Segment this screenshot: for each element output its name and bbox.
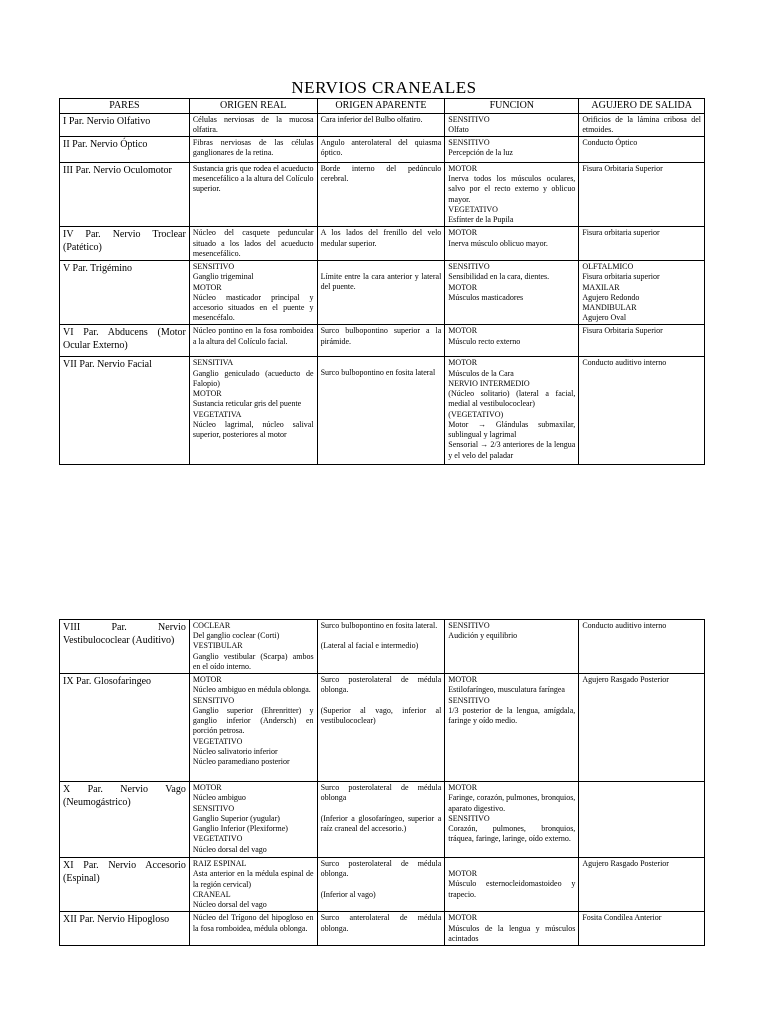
cell-par xyxy=(60,113,190,136)
cell-line: OLFTALMICO xyxy=(582,262,634,272)
cell-agujero xyxy=(579,162,705,226)
cell-line: Surco posterolateral de médula oblonga xyxy=(320,783,442,803)
cell-origen-aparente xyxy=(317,227,445,261)
cell-line: Ganglio Inferior (Plexiforme) xyxy=(192,824,288,834)
cell-funcion xyxy=(445,912,579,946)
cell-line: MOTOR xyxy=(448,326,478,336)
cell-line: Asta anterior en la médula espinal de la región cervical) xyxy=(192,869,314,889)
par-name: VIII Par. Nervio Vestibulococlear (Auditivo) xyxy=(63,622,186,646)
cell-line: Fisura Orbitaria Superior xyxy=(582,326,663,336)
cell-line: MAXILAR xyxy=(582,282,620,292)
par-name: III Par. Nervio Oculomotor xyxy=(63,164,172,176)
cell-funcion xyxy=(445,674,579,782)
cell-line: Angulo anterolateral del quiasma óptico. xyxy=(320,137,442,158)
cell-par xyxy=(60,782,190,858)
cell-line: Músculos de la Cara xyxy=(448,368,514,378)
cell-line: Fisura orbitaria superior xyxy=(582,228,660,238)
cell-line: Surco posterolateral de médula oblonga. xyxy=(320,859,442,879)
cell-par xyxy=(60,261,190,325)
cell-origen-real xyxy=(189,912,317,946)
cell-origen-aparente xyxy=(317,782,445,858)
cell-origen-aparente xyxy=(317,674,445,782)
cranial-nerves-table-part-2 xyxy=(59,619,705,946)
cell-line: Agujero Redondo xyxy=(582,292,640,302)
cell-line: Surco posterolateral de médula oblonga. xyxy=(320,675,442,695)
cell-par xyxy=(60,912,190,946)
par-name: X Par. Nervio Vago (Neumogástrico) xyxy=(63,784,186,809)
cell-line: NERVIO INTERMEDIO xyxy=(448,378,530,388)
cell-line: MOTOR xyxy=(448,228,478,238)
cell-line: (VEGETATIVO) xyxy=(448,409,504,419)
cell-agujero xyxy=(579,325,705,357)
cell-line: Núcleo del Trígono del hipogloso en la fosa romboidea, médula oblonga. xyxy=(192,913,314,933)
cell-line: Núcleo paramediano posterior xyxy=(192,757,290,767)
cell-line: (Superior al vago, inferior al vestibulococlear) xyxy=(320,705,442,725)
cell-line: Ganglio vestibular (Scarpa) ambos en el oído interno. xyxy=(192,651,314,671)
cell-line: Del ganglio coclear (Corti) xyxy=(192,631,280,641)
cell-origen-real xyxy=(189,113,317,136)
table-row xyxy=(60,912,705,946)
cell-line: CRANEAL xyxy=(192,889,231,899)
cell-line xyxy=(448,859,575,869)
cell-line: Ganglio geniculado (acueducto de Falopio) xyxy=(192,368,314,388)
cell-line xyxy=(321,804,442,814)
cell-line: 1/3 posterior de la lengua, amígdala, faringe y oído medio. xyxy=(448,705,576,726)
cell-line: Cara inferior del Bulbo olfatiro. xyxy=(320,114,423,124)
cell-par xyxy=(60,357,190,465)
cell-line: Sensibilidad en la cara, dientes. xyxy=(448,272,550,282)
cell-line: Músculos masticadores xyxy=(448,292,524,302)
cell-origen-real xyxy=(189,261,317,325)
cell-line: (Núcleo solitario) (lateral a facial, medial al vestibulococlear) xyxy=(448,389,576,409)
cell-line: Surco bulbopontino superior a la pirámide. xyxy=(320,326,442,346)
cell-agujero xyxy=(579,136,705,162)
cell-funcion xyxy=(445,227,579,261)
par-name: V Par. Trigémino xyxy=(63,263,132,275)
cell-line: Núcleo pontino en la fosa romboidea a la altura del Colículo facial. xyxy=(192,326,314,346)
cell-line xyxy=(321,880,442,890)
cell-line: Núcleo masticador principal y accesorio situados en el puente y mesencéfalo. xyxy=(192,292,314,323)
header-funcion: FUNCION xyxy=(445,99,579,114)
cell-line: Sustancia reticular gris del puente xyxy=(192,399,302,409)
cell-line: Conducto auditivo interno xyxy=(582,621,667,630)
cell-line: A los lados del frenillo del velo medular superior. xyxy=(320,228,442,248)
cell-funcion xyxy=(445,113,579,136)
header-origen-aparente: ORIGEN APARENTE xyxy=(317,99,445,114)
cell-line: Fisura orbitaria superior xyxy=(582,272,660,282)
cell-line: MOTOR xyxy=(192,783,222,793)
par-name: IX Par. Glosofaringeo xyxy=(63,676,152,688)
cell-line: Músculo esternocleidomastoideo y trapecio. xyxy=(448,879,576,899)
cell-line: VEGETATIVO xyxy=(192,736,243,746)
cell-funcion xyxy=(445,162,579,226)
table-row xyxy=(60,858,705,912)
header-pares: PARES xyxy=(60,99,190,114)
cell-agujero xyxy=(579,227,705,261)
table-row xyxy=(60,674,705,782)
cell-par xyxy=(60,620,190,674)
header-agujero-de-salida: AGUJERO DE SALIDA xyxy=(579,99,705,114)
cell-line: (Inferior a glosofaríngeo, superior a raíz craneal del accesorio.) xyxy=(320,813,442,833)
cell-origen-real xyxy=(189,325,317,357)
cell-line xyxy=(321,696,442,706)
cell-funcion xyxy=(445,261,579,325)
cell-line: Ganglio superior (Ehrenritter) y ganglio inferior (Andersch) en porción petrosa. xyxy=(192,705,314,736)
cell-line: Audición y equilibrio xyxy=(448,631,518,641)
cell-line: MOTOR xyxy=(448,869,478,879)
cell-agujero xyxy=(579,620,705,674)
cell-line: SENSITIVO xyxy=(448,695,490,705)
document-title: NERVIOS CRANEALES xyxy=(291,78,477,97)
cell-origen-aparente xyxy=(317,261,445,325)
cell-origen-aparente xyxy=(317,325,445,357)
cell-origen-aparente xyxy=(317,136,445,162)
cell-line: COCLEAR xyxy=(192,621,231,630)
cell-line: VEGETATIVO xyxy=(192,834,243,844)
cell-line: Faringe, corazón, pulmones, bronquios, aparato digestivo. xyxy=(448,793,576,813)
cell-origen-aparente xyxy=(317,357,445,465)
cell-line: Ganglio Superior (yugular) xyxy=(192,813,280,823)
cell-line: Músculo recto externo xyxy=(448,336,521,346)
cell-line: Sensorial → 2/3 anteriores de la lengua y el velo del paladar xyxy=(448,440,576,460)
cell-line: Inerva todos los músculos oculares, salvo por el recto externo y oblicuo mayor. xyxy=(448,174,576,204)
table-row xyxy=(60,227,705,261)
cell-agujero xyxy=(579,113,705,136)
cell-line: VEGETATIVO xyxy=(448,204,498,214)
cell-line: VESTIBULAR xyxy=(192,641,243,651)
cell-line: (Lateral al facial e intermedio) xyxy=(320,641,419,651)
cell-funcion xyxy=(445,782,579,858)
cell-origen-aparente xyxy=(317,912,445,946)
cell-line: MANDIBULAR xyxy=(582,303,637,313)
par-name: XI Par. Nervio Accesorio (Espinal) xyxy=(63,860,186,885)
par-name: XII Par. Nervio Hipogloso xyxy=(63,914,170,926)
cell-line xyxy=(582,783,701,793)
cell-line: Ganglio trigeminal xyxy=(192,272,254,282)
cell-line: MOTOR xyxy=(448,282,478,292)
cell-line: Conducto Óptico xyxy=(582,137,638,147)
table-row xyxy=(60,162,705,226)
cell-line: VEGETATIVA xyxy=(192,409,242,419)
cell-line: Conducto auditivo interno xyxy=(582,358,667,368)
cell-line: Células nerviosas de la mucosa olfatira. xyxy=(192,114,314,134)
cell-line: MOTOR xyxy=(448,675,478,685)
cell-line: Olfato xyxy=(448,124,469,134)
table-row xyxy=(60,782,705,858)
cell-par xyxy=(60,674,190,782)
cell-line: Borde interno del pedúnculo cerebral. xyxy=(320,163,442,184)
cell-line: Núcleo del casquete peduncular situado a los lados del acueducto mesencefálico. xyxy=(192,228,314,258)
cell-agujero xyxy=(579,782,705,858)
cell-line: Motor → Glándulas submaxilar, sublingual y lagrimal xyxy=(448,419,576,440)
cell-line: MOTOR xyxy=(448,913,478,923)
cell-line: SENSITIVA xyxy=(192,358,234,368)
cell-line: Músculos de la lengua y músculos acintados xyxy=(448,923,576,943)
table-body-part-2 xyxy=(60,620,705,946)
cell-line: Esfínter de la Pupila xyxy=(448,215,514,225)
cell-agujero xyxy=(579,261,705,325)
cell-par xyxy=(60,858,190,912)
cell-par xyxy=(60,162,190,226)
cell-funcion xyxy=(445,858,579,912)
header-origen-real: ORIGEN REAL xyxy=(189,99,317,114)
cell-line: Núcleo dorsal del vago xyxy=(192,900,267,910)
cell-line: Orificios de la lámina cribosa del etmoides. xyxy=(582,114,701,134)
cell-line: Límite entre la cara anterior y lateral del puente. xyxy=(320,272,442,292)
cell-origen-real xyxy=(189,136,317,162)
cell-line: SENSITIVO xyxy=(192,262,235,272)
cell-line: Núcleo dorsal del vago xyxy=(192,844,267,854)
cell-origen-aparente xyxy=(317,858,445,912)
cell-line: SENSITIVO xyxy=(448,813,490,823)
cell-line: Surco anterolateral de médula oblonga. xyxy=(320,913,442,933)
cell-line: SENSITIVO xyxy=(448,137,490,147)
cell-line: RAIZ ESPINAL xyxy=(192,859,247,869)
cranial-nerves-table-part-1 xyxy=(59,98,705,465)
cell-line: SENSITIVO xyxy=(192,803,235,813)
cell-agujero xyxy=(579,357,705,465)
par-name: II Par. Nervio Óptico xyxy=(63,138,148,150)
cell-line: MOTOR xyxy=(448,358,478,368)
cell-line: Estilofaríngeo, musculatura faríngea xyxy=(448,685,565,695)
cell-origen-real xyxy=(189,227,317,261)
cell-line: MOTOR xyxy=(448,163,478,173)
cell-line: Surco bulbopontino en fosita lateral. xyxy=(320,621,438,630)
cell-line: Inerva músculo oblicuo mayor. xyxy=(448,238,548,248)
cell-line: SENSITIVO xyxy=(448,114,490,124)
cell-agujero xyxy=(579,674,705,782)
cell-line xyxy=(321,631,442,641)
cell-funcion xyxy=(445,325,579,357)
cell-line: MOTOR xyxy=(192,675,222,685)
table-header-row xyxy=(60,99,705,114)
cell-funcion xyxy=(445,357,579,465)
cell-origen-real xyxy=(189,357,317,465)
cell-origen-real xyxy=(189,162,317,226)
cell-line: Fosita Condílea Anterior xyxy=(582,913,662,923)
par-name: IV Par. Nervio Troclear (Patético) xyxy=(63,229,186,254)
cell-origen-aparente xyxy=(317,620,445,674)
cell-agujero xyxy=(579,858,705,912)
cell-line: MOTOR xyxy=(192,389,222,399)
table-row xyxy=(60,113,705,136)
cell-par xyxy=(60,325,190,357)
cell-line: Núcleo ambiguo en médula oblonga. xyxy=(192,685,311,695)
cell-origen-real xyxy=(189,858,317,912)
cell-line: Agujero Rasgado Posterior xyxy=(582,675,669,685)
cell-line: Agujero Rasgado Posterior xyxy=(582,859,669,869)
table-row xyxy=(60,357,705,465)
cell-origen-aparente xyxy=(317,113,445,136)
cell-line: SENSITIVO xyxy=(448,621,490,630)
cell-funcion xyxy=(445,136,579,162)
table-row xyxy=(60,261,705,325)
cell-line: Núcleo salivatorio inferior xyxy=(192,746,278,756)
cell-par xyxy=(60,227,190,261)
cell-line xyxy=(321,262,442,272)
table-body-part-1 xyxy=(60,113,705,465)
cell-origen-aparente xyxy=(317,162,445,226)
cell-line: SENSITIVO xyxy=(192,695,235,705)
cell-line: Núcleo lagrimal, núcleo salival superior, posteriores al motor xyxy=(192,419,314,440)
cell-origen-real xyxy=(189,620,317,674)
table-row xyxy=(60,325,705,357)
cell-line: Percepción de la luz xyxy=(448,148,513,158)
cell-line: Agujero Oval xyxy=(582,313,627,323)
cell-line: Corazón, pulmones, bronquios, tráquea, faringe, laringe, oído externo. xyxy=(448,824,576,844)
cell-line: Sustancia gris que rodea el acueducto mesencefálico a la altura del Colículo superior. xyxy=(192,163,314,194)
cell-line: (Inferior al vago) xyxy=(320,889,376,899)
table-row xyxy=(60,620,705,674)
cell-line: SENSITIVO xyxy=(448,262,490,272)
cell-agujero xyxy=(579,912,705,946)
par-name: VII Par. Nervio Facial xyxy=(63,359,152,371)
cell-par xyxy=(60,136,190,162)
par-name: VI Par. Abducens (Motor Ocular Externo) xyxy=(63,327,186,352)
cell-line: MOTOR xyxy=(448,783,478,793)
cell-line: Fibras nerviosas de las células ganglionares de la retina. xyxy=(192,137,314,158)
par-name: I Par. Nervio Olfativo xyxy=(63,115,151,127)
cell-origen-real xyxy=(189,782,317,858)
cell-funcion xyxy=(445,620,579,674)
cell-line xyxy=(321,358,442,368)
table-row xyxy=(60,136,705,162)
cell-line: Surco bulbopontino en fosita lateral xyxy=(320,368,436,378)
cell-origen-real xyxy=(189,674,317,782)
cell-line: Núcleo ambiguo xyxy=(192,793,246,803)
cell-line: Fisura Orbitaria Superior xyxy=(582,163,663,173)
cell-line: MOTOR xyxy=(192,282,222,292)
